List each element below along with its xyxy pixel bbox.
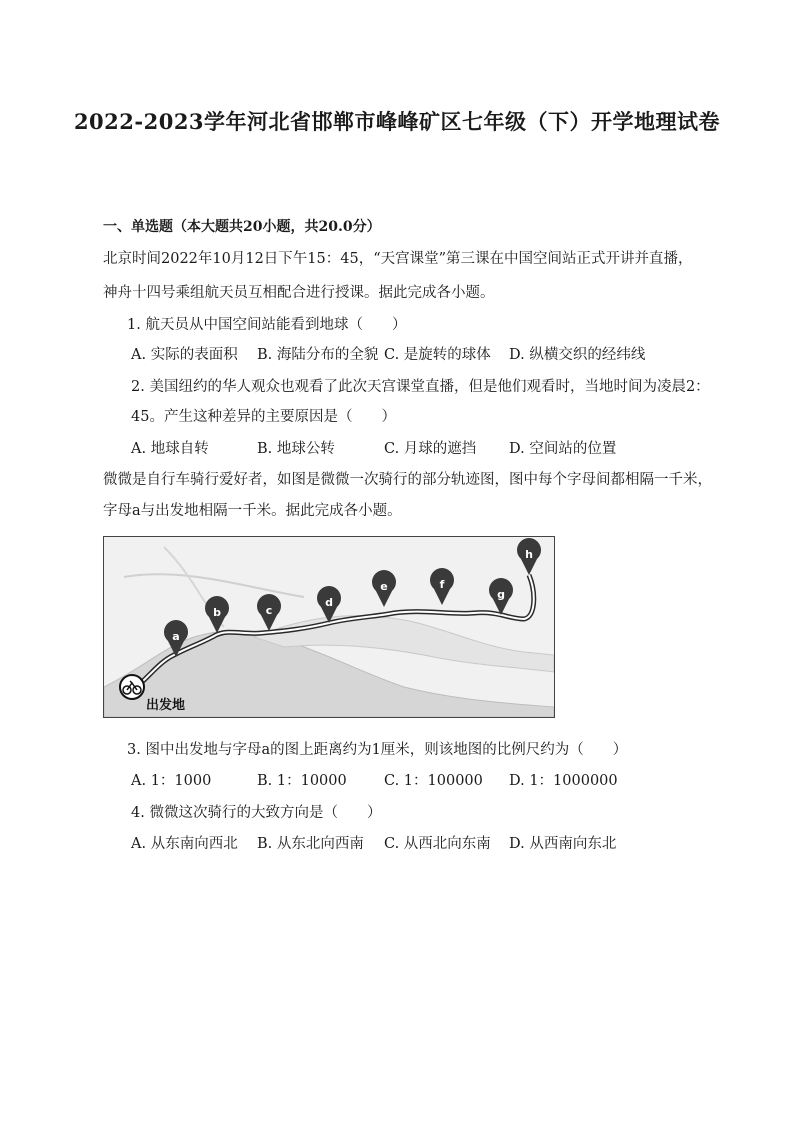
question-3-option-b: B. 1：10000 — [257, 773, 347, 789]
start-label: 出发地 — [146, 698, 186, 713]
question-3-option-c: C. 1：100000 — [384, 773, 483, 789]
document-title: 2022-2023学年河北省邯郸市峰峰矿区七年级（下）开学地理试卷 — [73, 109, 721, 134]
question-4-option-d: D. 从西南向东北 — [509, 836, 617, 852]
svg-text:c: c — [265, 604, 273, 617]
question-2-option-a: A. 地球自转 — [131, 441, 209, 457]
question-4-option-b: B. 从东北向西南 — [257, 836, 364, 852]
question-1-option-b: B. 海陆分布的全貌 — [257, 347, 379, 363]
question-1-option-c: C. 是旋转的球体 — [384, 347, 491, 363]
svg-text:a: a — [172, 630, 180, 643]
map-road-line — [124, 574, 304, 597]
question-2-option-d: D. 空间站的位置 — [509, 441, 617, 457]
question-3-stem: 3. 图中出发地与字母a的图上距离约为1厘米，则该地图的比例尺约为（ ） — [127, 742, 628, 758]
pin-b — [205, 596, 229, 633]
start-marker — [120, 675, 144, 699]
section-heading: 一、单选题（本大题共20小题，共20.0分） — [103, 219, 381, 235]
pin-g — [489, 578, 513, 615]
passage1-line2: 神舟十四号乘组航天员互相配合进行授课。据此完成各小题。 — [103, 285, 495, 301]
question-2-stem-line2: 45。产生这种差异的主要原因是（ ） — [131, 409, 396, 425]
svg-text:h: h — [525, 548, 533, 561]
route-map-drawing — [104, 537, 554, 717]
pin-c — [257, 594, 281, 631]
question-4-option-a: A. 从东南向西北 — [131, 836, 238, 852]
question-4-option-c: C. 从西北向东南 — [384, 836, 491, 852]
question-3-option-d: D. 1：1000000 — [509, 773, 618, 789]
pin-f — [430, 568, 454, 605]
svg-text:d: d — [325, 596, 333, 609]
question-3-option-a: A. 1：1000 — [131, 773, 212, 789]
svg-text:f: f — [439, 578, 445, 591]
passage2-line2: 字母a与出发地相隔一千米。据此完成各小题。 — [103, 503, 402, 519]
question-4-stem: 4. 微微这次骑行的大致方向是（ ） — [131, 805, 382, 821]
question-2-option-c: C. 月球的遮挡 — [384, 441, 477, 457]
svg-text:b: b — [213, 606, 221, 619]
pin-h — [517, 538, 541, 575]
passage2-line1: 微微是自行车骑行爱好者，如图是微微一次骑行的部分轨迹图，图中每个字母间都相隔一千米， — [103, 472, 712, 488]
question-2-stem-line1: 2. 美国纽约的华人观众也观看了此次天宫课堂直播，但是他们观看时，当地时间为凌晨2： — [131, 379, 710, 395]
svg-text:e: e — [380, 580, 388, 593]
question-1-option-d: D. 纵横交织的经纬线 — [509, 347, 646, 363]
passage1-line1: 北京时间2022年10月12日下午15：45，“天宫课堂”第三课在中国空间站正式开讲并直播， — [103, 251, 693, 267]
question-1-option-a: A. 实际的表面积 — [131, 347, 238, 363]
question-1-stem: 1. 航天员从中国空间站能看到地球（ ） — [127, 317, 407, 333]
cycling-route-map — [103, 536, 555, 718]
question-2-option-b: B. 地球公转 — [257, 441, 335, 457]
svg-text:g: g — [497, 588, 505, 601]
pin-e — [372, 570, 396, 607]
